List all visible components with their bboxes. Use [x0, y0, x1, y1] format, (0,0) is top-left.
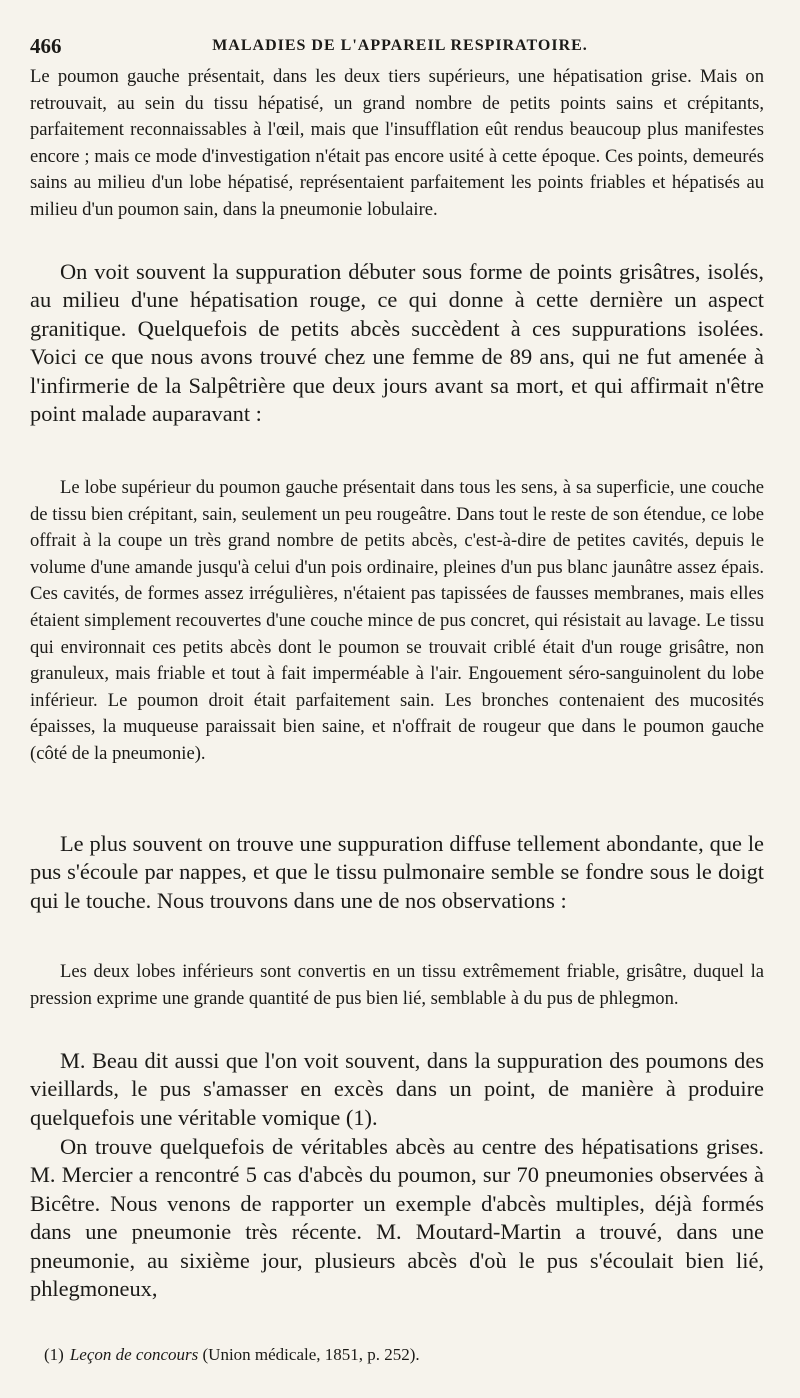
paragraph-beau-vomique: M. Beau dit aussi que l'on voit souvent, dans la suppuration des poumons des vieillards, le pus s'amasser en excès dans un point, de manière à produire quelquefois une véritable vomique (1). [30, 1048, 764, 1130]
footnote-mark: (1) [44, 1345, 64, 1364]
paragraph-suppuration-points: On voit souvent la suppuration débuter sous forme de points grisâtres, isolés, au milieu d'une hépatisation rouge, ce qui donne à cette dernière un aspect granitique. Quelquefois de petits abcès succèdent à ces suppurations isolées. Voici ce que nous avons trouvé chez une femme de 89 ans, qui ne fut amenée à l'infirmerie de la Salpêtrière que deux jours avant sa mort, et qui affirmait n'être point malade auparavant : [30, 259, 764, 427]
observation-quote-lobes: Les deux lobes inférieurs sont convertis en un tissu extrêmement friable, grisâtre, duquel la pression exprime une grande quantité de pus bien lié, semblable à du pus de phlegmon. [30, 961, 764, 1009]
footnote [44, 1345, 420, 1365]
paragraph-abces-hepatisations: On trouve quelquefois de véritables abcès au centre des hépatisations grises. M. Mercier a rencontré 5 cas d'abcès du poumon, sur 70 pneumonies observées à Bicêtre. Nous venons de rapporter un exemple d'abcès multiples, déjà formés dans une pneumonie très récente. M. Moutard-Martin a trouvé, dans une pneumonie, au sixième jour, plusieurs abcès d'où le pus s'écoulait bien lié, phlegmoneux, [30, 1134, 764, 1302]
page-number: 466 [30, 34, 62, 58]
running-title: MALADIES DE L'APPAREIL RESPIRATOIRE. [212, 37, 588, 54]
footnote-source: (Union médicale, 1851, p. 252). [202, 1345, 420, 1364]
paragraph-suppuration-diffuse: Le plus souvent on trouve une suppuration diffuse tellement abondante, que le pus s'écoule par nappes, et que le tissu pulmonaire semble se fondre sous le doigt qui le touche. Nous trouvons dans une de nos observations : [30, 831, 764, 913]
footnote-title: Leçon de concours [69, 1345, 199, 1364]
page-header [30, 34, 770, 60]
observation-quote-abces: Le lobe supérieur du poumon gauche présentait dans tous les sens, à sa superficie, une couche de tissu bien crépitant, sain, seulement un peu rougeâtre. Dans tout le reste de son étendue, ce lobe offrait à la coupe un très grand nombre de petits abcès, c'est-à-dire de petites cavités, depuis le volume d'une amande jusqu'à celui d'un pois ordinaire, pleines d'un pus blanc jaunâtre assez épais. Ces cavités, de formes assez irrégulières, n'étaient pas tapissées de fausses membranes, mais elles étaient simplement recouvertes d'une couche mince de pus concret, qui résistait au lavage. Le tissu qui environnait ces petits abcès dont le poumon se trouvait criblé était d'un rouge grisâtre, non granuleux, mais friable et tout à fait imperméable à l'air. Engouement séro-sanguinolent du lobe inférieur. Le poumon droit était parfaitement sain. Les bronches contenaient des mucosités épaisses, la muqueuse paraissait bien saine, et n'offrait de rougeur que dans le poumon gauche (côté de la pneumonie). [30, 477, 764, 764]
paragraph-poumon-gauche: Le poumon gauche présentait, dans les deux tiers supérieurs, une hépatisation grise. Mais on retrouvait, au sein du tissu hépatisé, un grand nombre de petits points sains et crépitants, parfaitement reconnaissables à l'œil, mais que l'insufflation eût rendus beaucoup plus manifestes encore ; mais ce mode d'investigation n'était pas encore usité à cette époque. Ces points, demeurés sains au milieu d'un lobe hépatisé, représentaient parfaitement les points friables et hépatisés au milieu d'un poumon sain, dans la pneumonie lobulaire. [30, 66, 764, 220]
